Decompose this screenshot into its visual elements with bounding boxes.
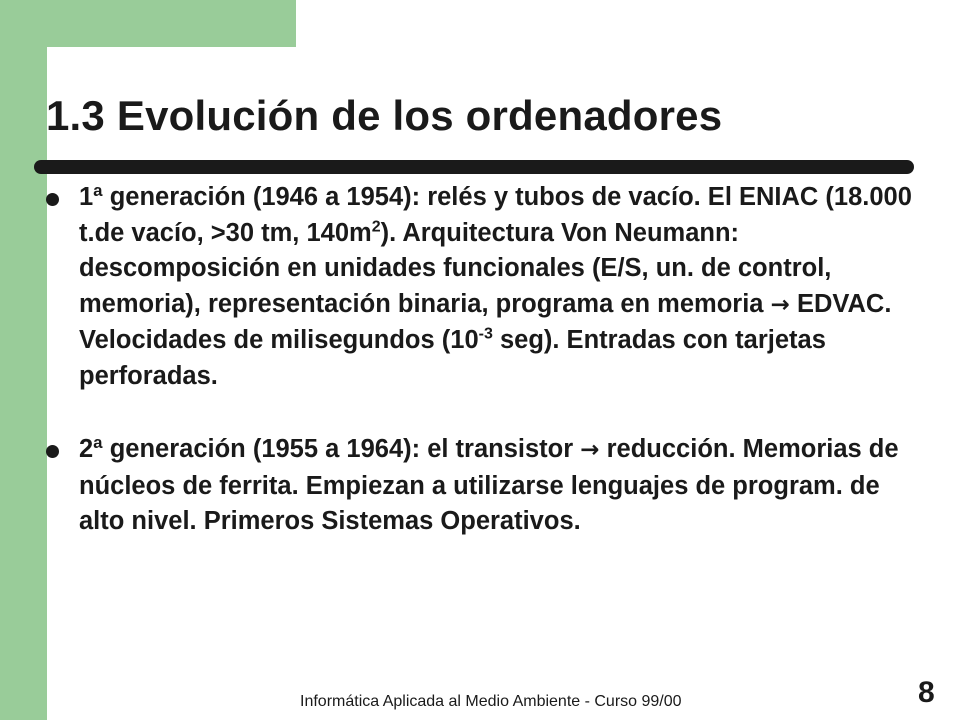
bullet-text-part: ). Arquitectura Von Neumann: descomposición en unidades funcionales (E/S, un. de control, memoria), representación binaria, programa en memoria bbox=[79, 218, 832, 318]
bullet-item-first-generation bbox=[46, 180, 926, 394]
bullet-text-part: 2ª generación (1955 a 1964): el transistor bbox=[79, 435, 581, 463]
slide-title: 1.3 Evolución de los ordenadores bbox=[46, 92, 723, 139]
bullet-dot-icon bbox=[46, 445, 59, 458]
bullet-text-part: reducción. Memorias de núcleos de ferrita. Empiezan a utilizarse lenguajes de program. de alto nivel. Primeros Sistemas Operativos. bbox=[79, 435, 899, 535]
bullet-item-second-generation bbox=[46, 432, 926, 540]
bullet-text-part: seg). Entradas con tarjetas perforadas. bbox=[79, 326, 826, 390]
title-underline-rule bbox=[34, 160, 914, 174]
bullet-text-part: 1ª generación (1946 a 1954): relés y tubos de vacío. El ENIAC (18.000 t.de vacío, >30 tm, 140m bbox=[79, 183, 912, 247]
bullet-list bbox=[46, 180, 926, 540]
superscript-exponent: -3 bbox=[478, 325, 493, 343]
superscript-squared: 2 bbox=[371, 218, 381, 235]
slide-page-number: 8 bbox=[918, 676, 935, 709]
slide-footer: Informática Aplicada al Medio Ambiente - Curso 99/00 bbox=[300, 693, 682, 710]
bullet-text bbox=[79, 432, 926, 540]
right-arrow-icon: → bbox=[580, 437, 600, 463]
decorative-green-horizontal-bar bbox=[0, 0, 296, 47]
bullet-text bbox=[79, 180, 926, 394]
bullet-text-part: EDVAC. Velocidades de milisegundos (10 bbox=[79, 289, 892, 354]
right-arrow-icon: → bbox=[770, 291, 790, 318]
decorative-green-vertical-bar bbox=[0, 0, 47, 720]
bullet-dot-icon bbox=[46, 193, 59, 206]
